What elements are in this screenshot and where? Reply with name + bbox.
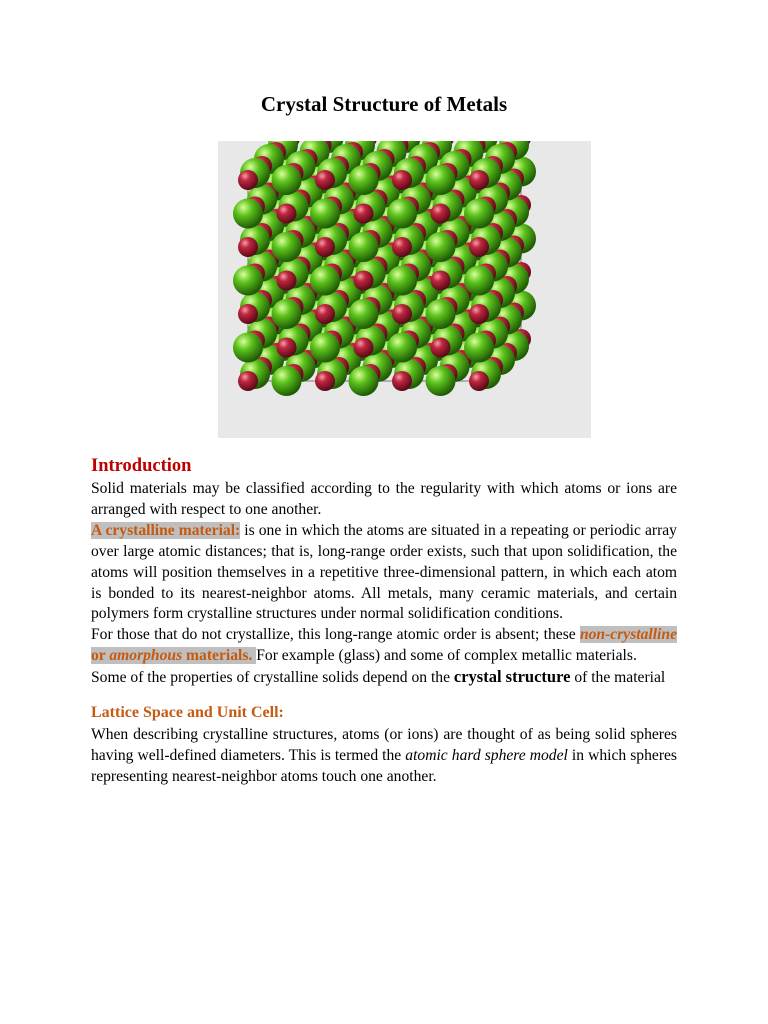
red-atom	[238, 237, 258, 257]
red-atom	[277, 204, 297, 224]
intro-paragraph-3	[91, 625, 677, 667]
introduction-heading: Introduction	[91, 456, 192, 476]
green-atom	[233, 266, 263, 296]
red-atom	[238, 304, 258, 324]
green-atom	[233, 199, 263, 229]
red-atom	[315, 371, 335, 391]
intro-paragraph-4-pre: Some of the properties of crystalline solids depend on the	[91, 669, 454, 687]
green-atom	[349, 366, 379, 396]
green-atom	[272, 232, 302, 262]
page-title: Crystal Structure of Metals	[260, 92, 508, 116]
lattice-paragraph-1	[91, 725, 677, 788]
intro-paragraph-3-pre: For those that do not crystallize, this long-range atomic order is absent; these	[91, 626, 580, 644]
red-atom	[431, 204, 451, 224]
green-atom	[310, 199, 340, 229]
red-atom	[354, 204, 374, 224]
red-atom	[238, 371, 258, 391]
lattice-paragraph-1-pre: When describing crystalline structures, atoms (or ions) are thought of as being solid spheres having well-defined diameters. This is termed the	[91, 726, 677, 764]
green-atom	[426, 165, 456, 195]
red-atom	[277, 338, 297, 358]
document-body	[91, 453, 677, 788]
green-atom	[426, 299, 456, 329]
lattice-heading: Lattice Space and Unit Cell:	[91, 704, 284, 722]
red-atom	[392, 170, 412, 190]
green-atom	[310, 266, 340, 296]
intro-paragraph-4	[91, 667, 677, 689]
red-atom	[315, 237, 335, 257]
red-atom	[392, 304, 412, 324]
green-atom	[387, 333, 417, 363]
red-atom	[354, 271, 374, 291]
red-atom	[315, 304, 335, 324]
intro-paragraph-1: Solid materials may be classified according to the regularity with which atoms or ions are arranged with respect to one another.	[91, 480, 677, 518]
green-atom	[464, 199, 494, 229]
red-atom	[469, 237, 489, 257]
intro-paragraph-2-text: is one in which the atoms are situated in a repeating or periodic array over large atomic distances; that is, long-range order exists, such that upon solidification, the atoms will position themselves in a repetitive three-dimensional pattern, in which each atom is bonded to its nearest-neighbor atoms. All metals, many ceramic materials, and certain polymers form crystalline structures under normal solidification conditions.	[91, 521, 677, 623]
amorphous-term: amorphous	[109, 647, 183, 665]
green-atom	[387, 199, 417, 229]
green-atom	[464, 333, 494, 363]
green-atom	[272, 366, 302, 396]
red-atom	[469, 304, 489, 324]
non-crystalline-term: non-crystalline	[579, 626, 677, 644]
red-atom	[277, 271, 297, 291]
crystalline-material-term: A crystalline material:	[91, 521, 241, 539]
hard-sphere-model-term: atomic hard sphere model	[405, 746, 568, 764]
red-atom	[315, 170, 335, 190]
red-atom	[392, 371, 412, 391]
crystal-lattice-figure	[218, 141, 591, 438]
lattice-paragraph-1-post: in which spheres representing nearest-neighbor atoms touch one another.	[91, 746, 678, 785]
crystal-lattice-illustration	[218, 141, 591, 438]
green-atom	[426, 366, 456, 396]
green-atom	[272, 299, 302, 329]
green-atom	[464, 266, 494, 296]
crystal-structure-term: crystal structure	[453, 667, 571, 687]
green-atom	[349, 232, 379, 262]
red-atom	[469, 371, 489, 391]
red-atom	[469, 170, 489, 190]
green-atom	[349, 165, 379, 195]
green-atom	[272, 165, 302, 195]
intro-paragraph-4-post: of the material	[570, 669, 666, 687]
green-atom	[349, 299, 379, 329]
green-atom	[426, 232, 456, 262]
green-atom	[233, 333, 263, 363]
red-atom	[354, 338, 374, 358]
or-word: or	[91, 647, 110, 665]
green-atom	[387, 266, 417, 296]
red-atom	[431, 271, 451, 291]
materials-word: materials.	[182, 647, 257, 665]
green-atom	[310, 333, 340, 363]
intro-paragraph-2	[91, 521, 677, 626]
intro-paragraph-3-post: For example (glass) and some of complex metallic materials.	[256, 647, 637, 665]
red-atom	[238, 170, 258, 190]
red-atom	[431, 338, 451, 358]
red-atom	[392, 237, 412, 257]
